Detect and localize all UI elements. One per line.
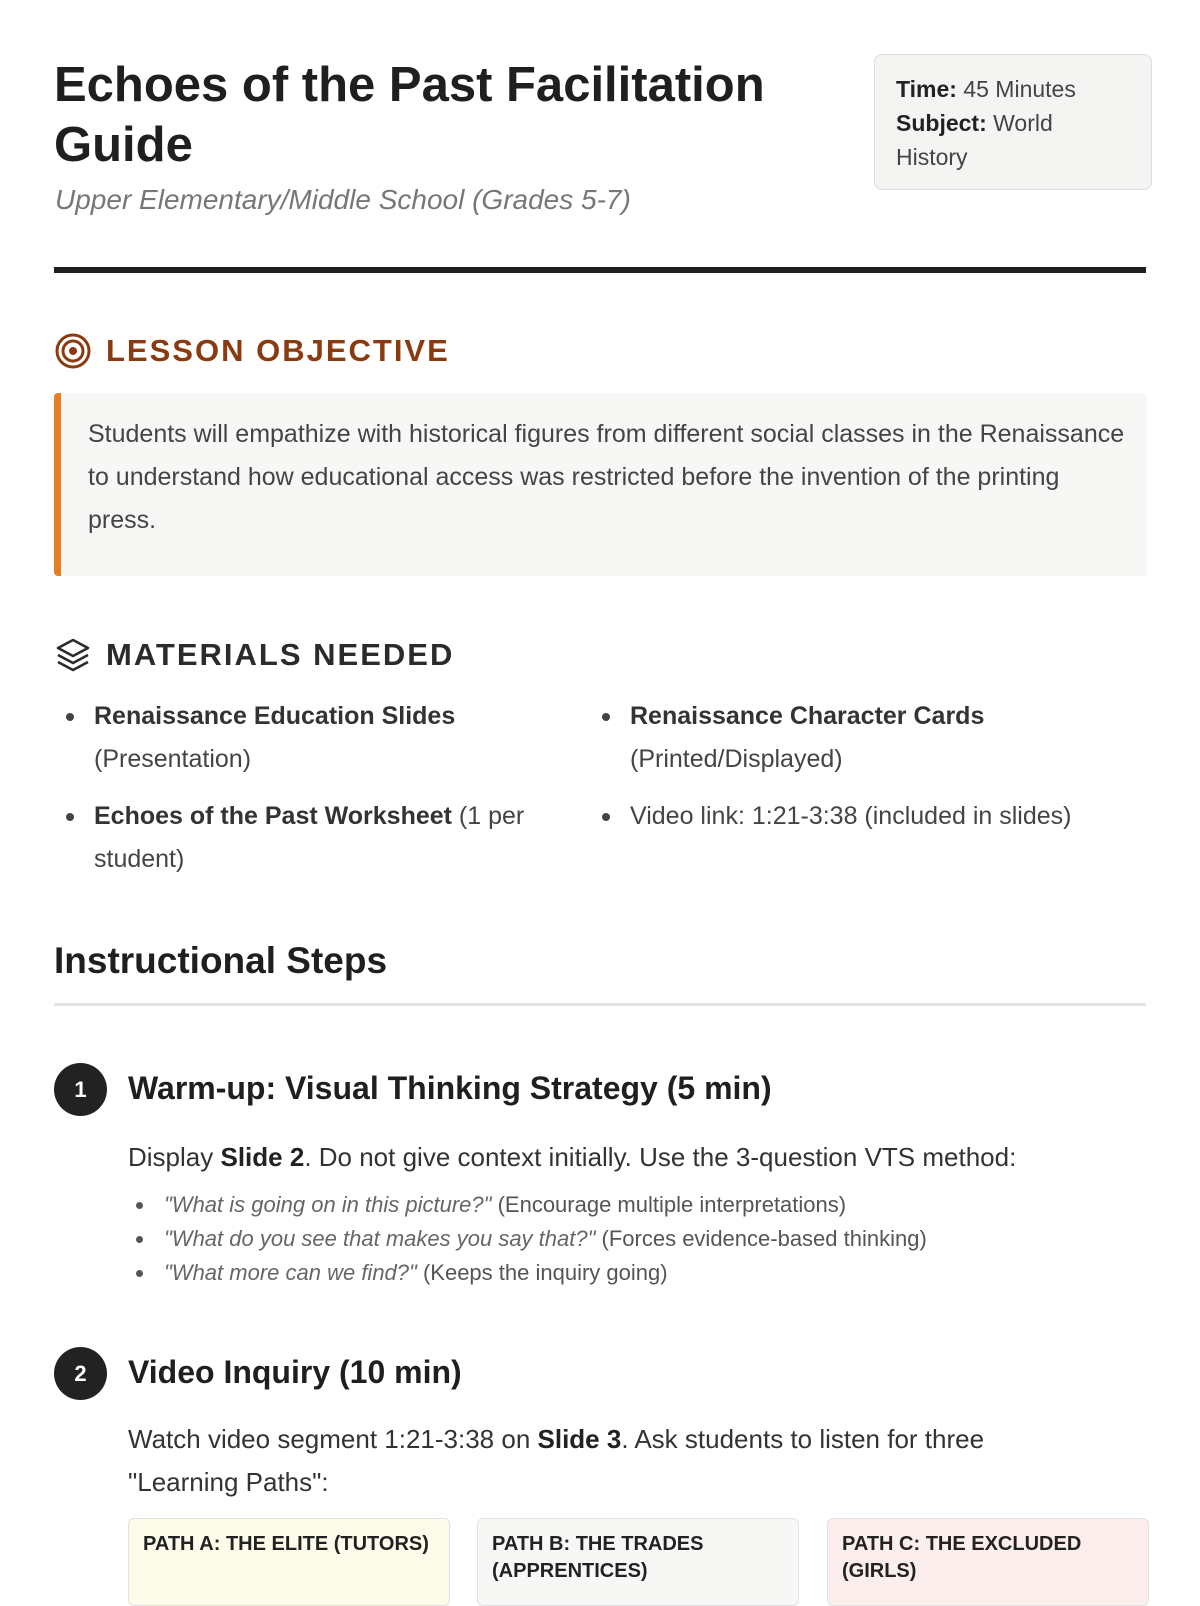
- material-item: [94, 695, 584, 781]
- vts-question-list: [128, 1188, 1138, 1290]
- vts-question: [128, 1256, 1138, 1290]
- lesson-meta-box: [874, 54, 1152, 190]
- material-detail: (Presentation): [94, 745, 252, 773]
- page-title: Echoes of the Past Facilitation Guide: [54, 58, 765, 172]
- material-item: [94, 795, 584, 881]
- bullet: [66, 813, 74, 821]
- material-item: [630, 795, 1150, 838]
- question-quote: "What do you see that makes you say that?": [164, 1226, 596, 1251]
- material-item: [630, 695, 1120, 781]
- page-subtitle: Upper Elementary/Middle School (Grades 5-7): [55, 184, 631, 215]
- objective-text: Students will empathize with historical figures from different social classes in the Renaissance to understand how educational access was restricted before the invention of the printing press.: [88, 420, 1125, 534]
- subject-value: World History: [896, 110, 1053, 170]
- materials-heading-label: MATERIALS NEEDED: [106, 637, 455, 672]
- material-name: Renaissance Education Slides: [94, 702, 456, 730]
- material-name: Renaissance Character Cards: [630, 702, 985, 730]
- step-title: Warm-up: Visual Thinking Strategy (5 min): [128, 1070, 772, 1106]
- target-icon: [54, 332, 92, 370]
- step-desc-text: Display: [128, 1142, 221, 1172]
- steps-divider: [54, 1003, 1146, 1006]
- path-card-b: PATH B: THE TRADES (APPRENTICES): [477, 1518, 799, 1606]
- material-detail: Video link: 1:21-3:38 (included in slides): [630, 802, 1072, 830]
- header-divider: [54, 267, 1146, 273]
- step-description: [128, 1136, 1138, 1179]
- step-number-badge: 2: [54, 1347, 107, 1400]
- vts-question: [128, 1188, 1138, 1222]
- path-card-c: PATH C: THE EXCLUDED (GIRLS): [827, 1518, 1149, 1606]
- time-label: Time:: [896, 76, 957, 102]
- question-note: (Keeps the inquiry going): [416, 1260, 668, 1285]
- slide-ref: Slide 2: [220, 1142, 305, 1172]
- slide-ref: Slide 3: [537, 1424, 622, 1454]
- materials-list: [54, 695, 1146, 885]
- vts-question: [128, 1222, 1138, 1256]
- question-note: (Forces evidence-based thinking): [595, 1226, 927, 1251]
- path-card-a: PATH A: THE ELITE (TUTORS): [128, 1518, 450, 1606]
- bullet: [136, 1202, 143, 1209]
- material-detail: (Printed/Displayed): [630, 745, 843, 773]
- bullet: [602, 713, 610, 721]
- material-name: Echoes of the Past Worksheet: [94, 802, 452, 830]
- subject-label: Subject:: [896, 110, 987, 136]
- step-description: [128, 1418, 1088, 1504]
- step-number-badge: 1: [54, 1063, 107, 1116]
- layers-icon: [54, 636, 92, 674]
- objective-callout: [54, 393, 1147, 576]
- step-title: Video Inquiry (10 min): [128, 1354, 462, 1390]
- question-quote: "What more can we find?": [164, 1260, 417, 1285]
- time-value: 45 Minutes: [963, 76, 1076, 102]
- header: [54, 50, 1146, 274]
- materials-heading: [54, 636, 454, 674]
- step-desc-text: Watch video segment 1:21-3:38 on: [128, 1424, 538, 1454]
- step-desc-text: . Do not give context initially. Use the 3-question VTS method:: [304, 1142, 1017, 1172]
- step-desc-text: . Ask students to listen for three "Learning Paths":: [128, 1424, 985, 1497]
- steps-heading: Instructional Steps: [54, 940, 388, 981]
- bullet: [602, 813, 610, 821]
- objective-heading-label: LESSON OBJECTIVE: [106, 333, 450, 368]
- bullet: [66, 713, 74, 721]
- question-note: (Encourage multiple interpretations): [491, 1192, 847, 1217]
- question-quote: "What is going on in this picture?": [164, 1192, 492, 1217]
- bullet: [136, 1236, 143, 1243]
- objective-heading: [54, 332, 450, 370]
- material-detail: (1 per student): [94, 802, 525, 873]
- bullet: [136, 1270, 143, 1277]
